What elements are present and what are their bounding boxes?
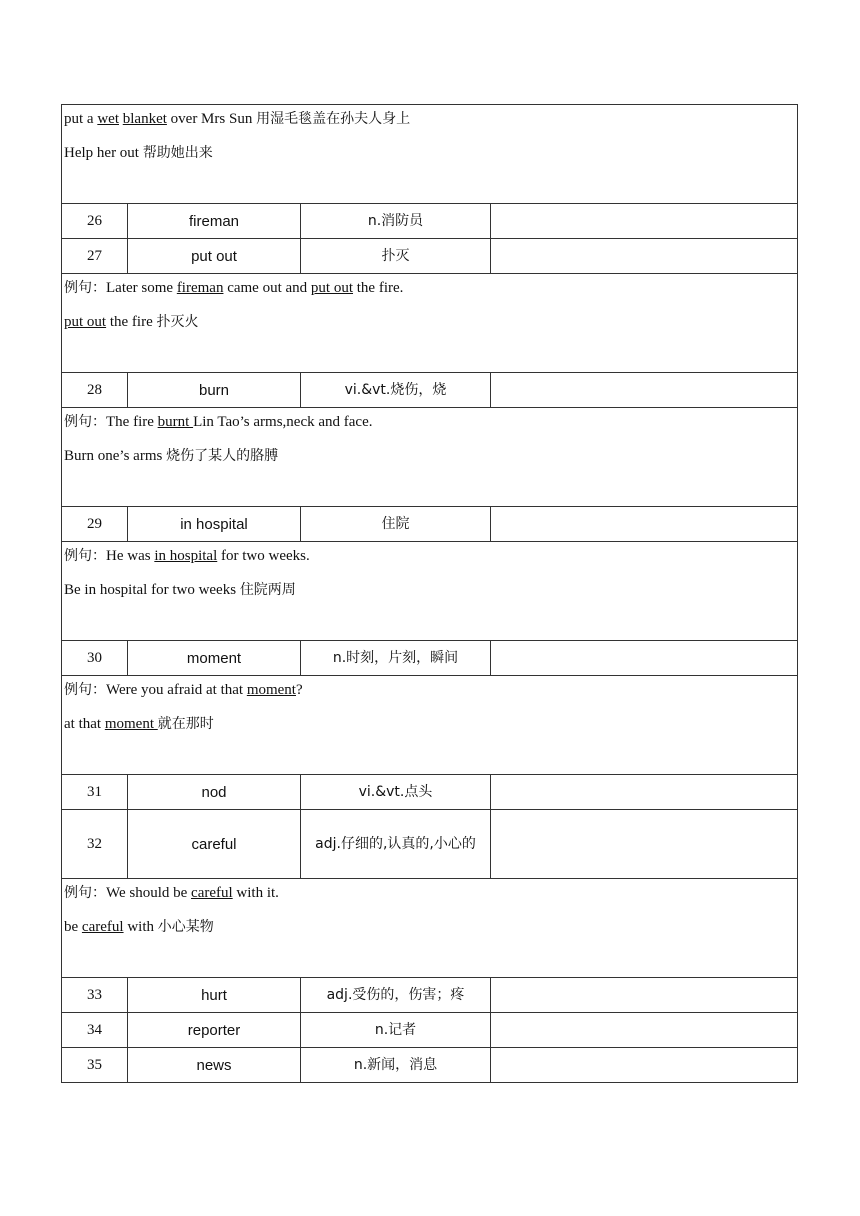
vocabulary-page	[61, 104, 797, 1083]
word-meaning: vi.&vt.点头	[301, 775, 491, 810]
word-number: 35	[62, 1048, 128, 1083]
word-blank	[491, 810, 798, 879]
word-blank	[491, 641, 798, 676]
example-phrase: Help her out 帮助她出来	[64, 145, 213, 161]
example-cell	[62, 542, 798, 641]
example-sentence: 例句：We should be careful with it.	[64, 885, 279, 901]
example-cell	[62, 105, 798, 204]
word-term: fireman	[128, 204, 301, 239]
example-phrase: Be in hospital for two weeks 住院两周	[64, 582, 296, 598]
word-number: 29	[62, 507, 128, 542]
table-row	[62, 204, 798, 239]
example-row	[62, 274, 798, 373]
word-number: 26	[62, 204, 128, 239]
table-row	[62, 239, 798, 274]
example-cell	[62, 274, 798, 373]
word-meaning: adj.受伤的，伤害；疼	[301, 978, 491, 1013]
word-term: hurt	[128, 978, 301, 1013]
table-row	[62, 775, 798, 810]
word-term: reporter	[128, 1013, 301, 1048]
word-meaning: adj.仔细的,认真的,小心的	[301, 810, 491, 879]
example-row	[62, 879, 798, 978]
word-blank	[491, 775, 798, 810]
word-number: 28	[62, 373, 128, 408]
word-meaning: 扑灭	[301, 239, 491, 274]
table-row	[62, 810, 798, 879]
word-blank	[491, 1013, 798, 1048]
word-blank	[491, 239, 798, 274]
word-blank	[491, 978, 798, 1013]
word-number: 34	[62, 1013, 128, 1048]
example-sentence: put a wet blanket over Mrs Sun 用湿毛毯盖在孙夫人身上	[64, 111, 411, 127]
vocabulary-table	[61, 104, 798, 1083]
word-meaning: vi.&vt.烧伤，烧	[301, 373, 491, 408]
table-row	[62, 373, 798, 408]
word-term: nod	[128, 775, 301, 810]
word-term: moment	[128, 641, 301, 676]
word-number: 30	[62, 641, 128, 676]
word-term: news	[128, 1048, 301, 1083]
word-term: careful	[128, 810, 301, 879]
example-phrase: Burn one’s arms 烧伤了某人的胳膊	[64, 448, 279, 464]
word-blank	[491, 373, 798, 408]
example-sentence: 例句：He was in hospital for two weeks.	[64, 548, 310, 564]
example-row	[62, 408, 798, 507]
word-term: burn	[128, 373, 301, 408]
word-number: 33	[62, 978, 128, 1013]
example-sentence: 例句：Were you afraid at that moment?	[64, 682, 303, 698]
word-meaning: n.时刻，片刻，瞬间	[301, 641, 491, 676]
word-meaning: n.记者	[301, 1013, 491, 1048]
example-sentence: 例句：Later some fireman came out and put out the fire.	[64, 280, 404, 296]
word-term: put out	[128, 239, 301, 274]
word-number: 27	[62, 239, 128, 274]
example-row	[62, 542, 798, 641]
example-sentence: 例句：The fire burnt Lin Tao’s arms,neck and face.	[64, 414, 373, 430]
table-row	[62, 507, 798, 542]
example-phrase: at that moment 就在那时	[64, 716, 214, 732]
word-number: 31	[62, 775, 128, 810]
word-meaning: n.新闻，消息	[301, 1048, 491, 1083]
word-blank	[491, 204, 798, 239]
word-blank	[491, 1048, 798, 1083]
example-row	[62, 105, 798, 204]
table-row	[62, 1048, 798, 1083]
table-row	[62, 641, 798, 676]
example-phrase: be careful with 小心某物	[64, 919, 214, 935]
example-row	[62, 676, 798, 775]
word-blank	[491, 507, 798, 542]
example-cell	[62, 408, 798, 507]
word-number: 32	[62, 810, 128, 879]
example-cell	[62, 676, 798, 775]
word-meaning: 住院	[301, 507, 491, 542]
word-meaning: n.消防员	[301, 204, 491, 239]
example-cell	[62, 879, 798, 978]
example-phrase: put out the fire 扑灭火	[64, 314, 199, 330]
word-term: in hospital	[128, 507, 301, 542]
table-row	[62, 1013, 798, 1048]
table-row	[62, 978, 798, 1013]
